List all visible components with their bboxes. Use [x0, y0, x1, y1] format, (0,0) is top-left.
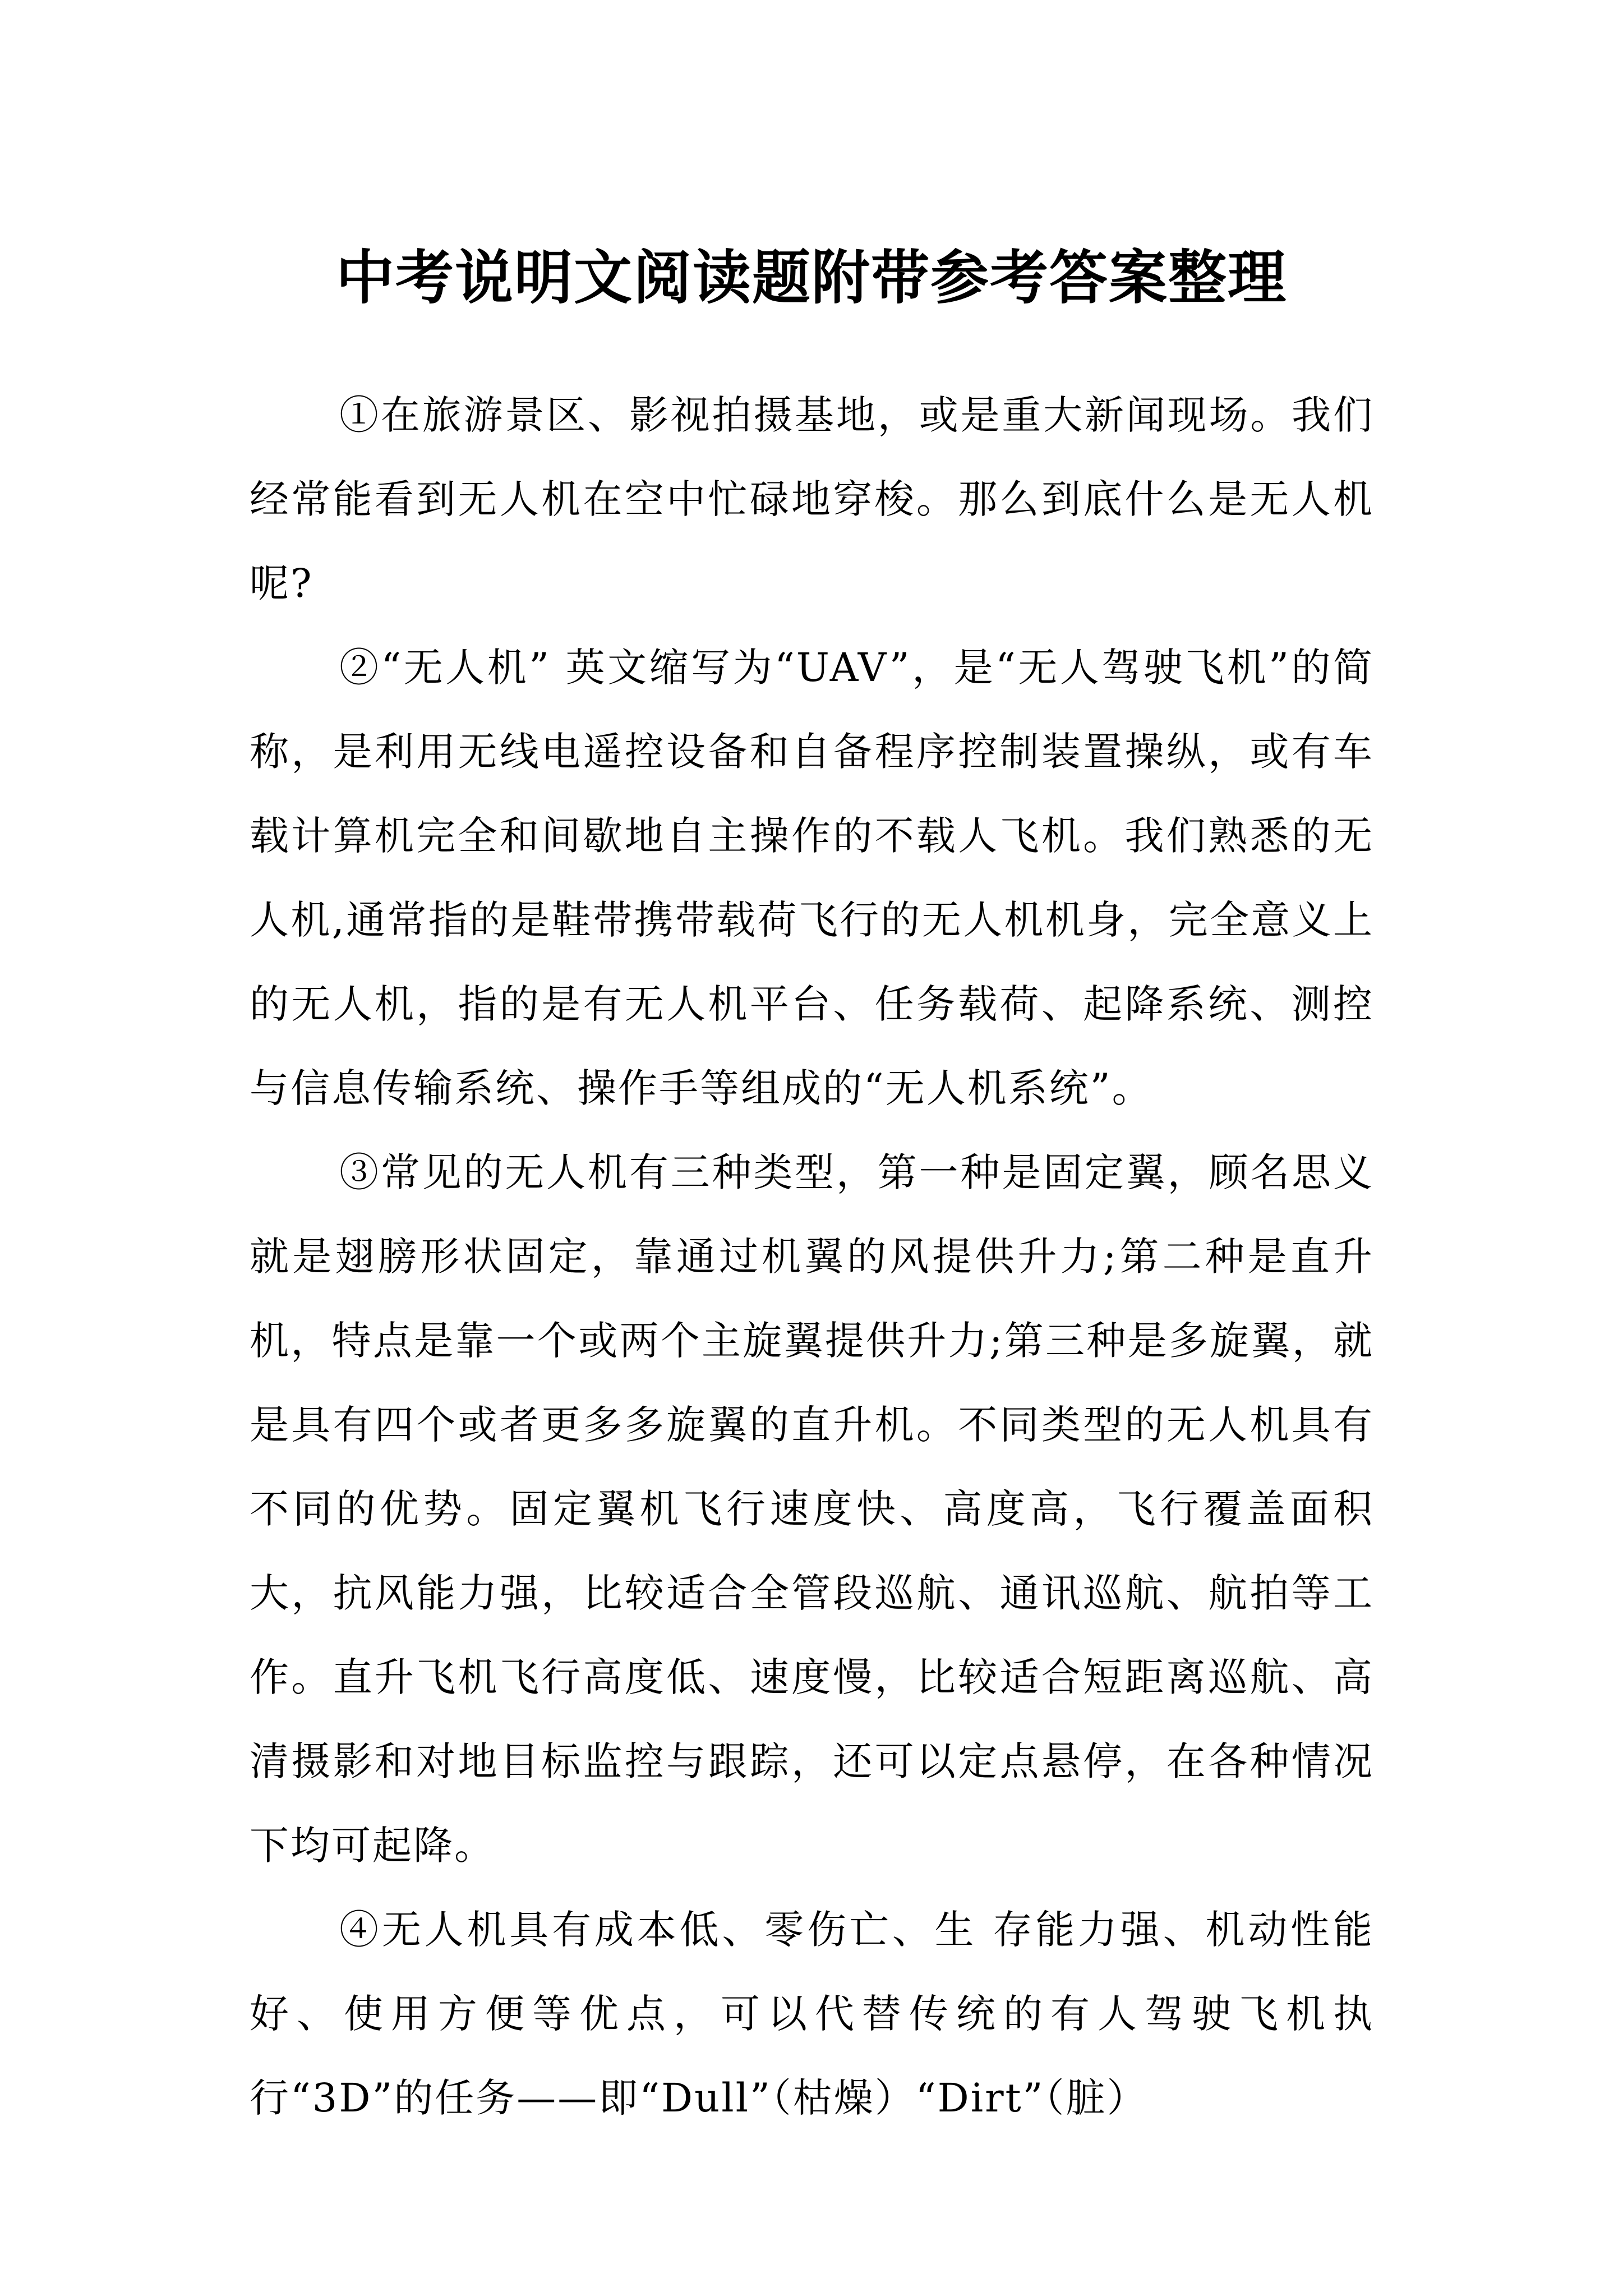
- paragraph-4: ④无人机具有成本低、零伤亡、生 存能力强、机动性能好、使用方便等优点，可以代替传统的有人驾驶飞机执行“3D”的任务——即“Dull”（枯燥）“Dirt”（脏）: [250, 1907, 1374, 2121]
- paragraph-2: ②“无人机” 英文缩写为“UAV”，是“无人驾驶飞机”的简称，是利用无线电遥控设备和自备程序控制装置操纵，或有车载计算机完全和间歇地自主操作的不载人飞机。我们熟悉的无人机,通常指的是鞋带携带载荷飞行的无人机机身，完全意义上的无人机，指的是有无人机平台、任务载荷、起降系统、测控与信息传输系统、操作手等组成的“无人机系统”。: [250, 645, 1374, 1111]
- document-body: [250, 373, 1374, 2140]
- paragraph-1: ①在旅游景区、影视拍摄基地，或是重大新闻现场。我们经常能看到无人机在空中忙碌地穿梭。那么到底什么是无人机呢?: [250, 392, 1374, 606]
- document-title: 中考说明文阅读题附带参考答案整理: [335, 242, 1287, 312]
- paragraph-3: ③常见的无人机有三种类型，第一种是固定翼，顾名思义就是翅膀形状固定，靠通过机翼的风提供升力;第二种是直升机，特点是靠一个或两个主旋翼提供升力;第三种是多旋翼，就是具有四个或者更多多旋翼的直升机。不同类型的无人机具有不同的优势。固定翼机飞行速度快、高度高，飞行覆盖面积大，抗风能力强，比较适合全管段巡航、通讯巡航、航拍等工作。直升飞机飞行高度低、速度慢，比较适合短距离巡航、高清摄影和对地目标监控与跟踪，还可以定点悬停，在各种情况下均可起降。: [250, 1149, 1374, 1869]
